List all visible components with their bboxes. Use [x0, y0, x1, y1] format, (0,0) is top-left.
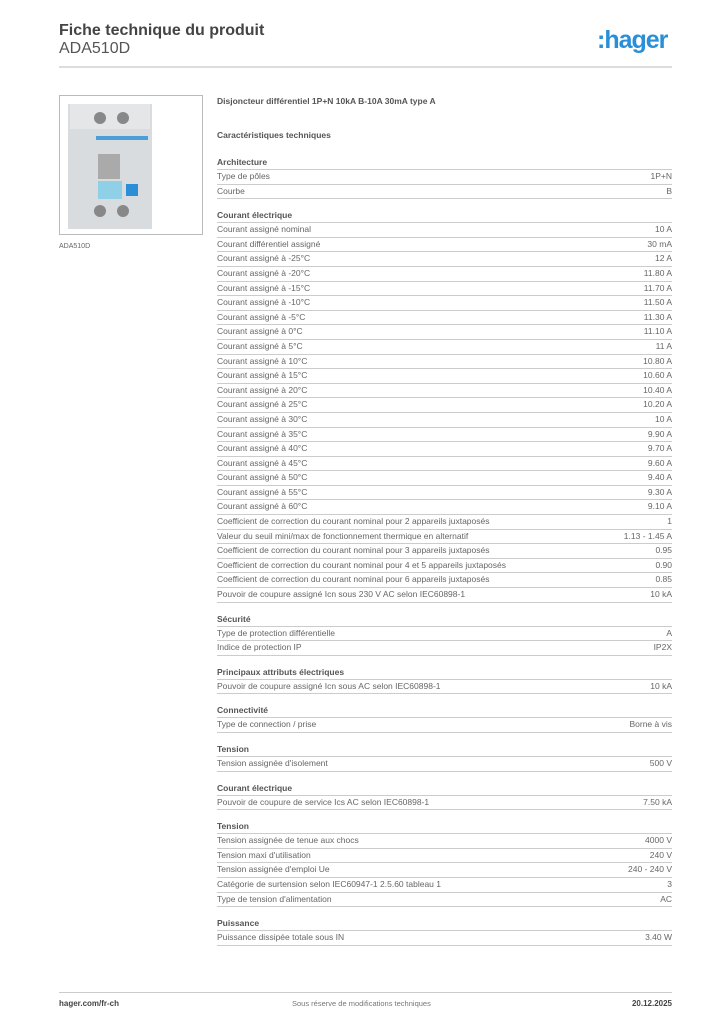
spec-value: 30 mA — [647, 238, 672, 249]
spec-row — [217, 355, 672, 370]
spec-row — [217, 296, 672, 311]
spec-label: Coefficient de correction du courant nominal pour 3 appareils juxtaposés — [217, 545, 490, 556]
spec-value: 11 A — [655, 340, 672, 351]
spec-label: Courbe — [217, 185, 245, 196]
spec-value: 9.30 A — [647, 486, 672, 497]
spec-value: 1P+N — [650, 171, 672, 181]
spec-row — [217, 530, 672, 545]
spec-value: 240 V — [649, 849, 672, 860]
spec-row — [217, 486, 672, 501]
spec-label: Type de tension d'alimentation — [217, 893, 332, 904]
spec-row — [217, 931, 672, 946]
spec-label: Courant assigné à 15°C — [217, 370, 308, 381]
spec-row — [217, 252, 672, 267]
spec-value: 11.30 A — [643, 311, 672, 322]
spec-row — [217, 834, 672, 849]
spec-label: Tension maxi d'utilisation — [217, 849, 311, 860]
spec-row — [217, 573, 672, 588]
spec-value: B — [666, 185, 672, 196]
section-heading: Courant électrique — [217, 208, 672, 223]
spec-section — [217, 703, 672, 733]
spec-value: 9.70 A — [647, 443, 672, 454]
spec-value: 10.60 A — [643, 370, 672, 381]
spec-label: Valeur du seuil mini/max de fonctionnement thermique en alternatif — [217, 530, 469, 541]
spec-row — [217, 641, 672, 656]
spec-row — [217, 515, 672, 530]
spec-row — [217, 170, 672, 185]
spec-value: 10.80 A — [643, 355, 672, 366]
section-heading: Tension — [217, 742, 672, 757]
spec-row — [217, 369, 672, 384]
product-description: Disjoncteur différentiel 1P+N 10kA B-10A 30mA type A — [217, 96, 436, 106]
spec-label: Tension assignée de tenue aux chocs — [217, 835, 359, 846]
spec-label: Courant assigné à 30°C — [217, 413, 308, 424]
spec-value: 9.40 A — [647, 472, 672, 483]
spec-value: Borne à vis — [629, 719, 672, 730]
hager-logo: :hager — [597, 26, 668, 54]
spec-row — [217, 863, 672, 878]
spec-label: Type de pôles — [217, 171, 270, 181]
spec-label: Catégorie de surtension selon IEC60947-1 2.5.60 tableau 1 — [217, 878, 441, 889]
spec-value: 10 kA — [650, 589, 672, 600]
section-heading: Architecture — [217, 155, 672, 170]
spec-row — [217, 471, 672, 486]
spec-row — [217, 442, 672, 457]
spec-label: Pouvoir de coupure de service Ics AC selon IEC60898-1 — [217, 796, 430, 807]
spec-label: Courant assigné à 40°C — [217, 443, 308, 454]
spec-label: Courant assigné à -5°C — [217, 311, 306, 322]
section-heading: Tension — [217, 819, 672, 834]
spec-value: 0.95 — [655, 545, 672, 556]
spec-row — [217, 311, 672, 326]
spec-section — [217, 612, 672, 656]
spec-value: 9.90 A — [647, 428, 672, 439]
spec-row — [217, 627, 672, 642]
spec-label: Indice de protection IP — [217, 642, 302, 653]
spec-label: Courant assigné à 55°C — [217, 486, 308, 497]
spec-label: Courant assigné à -25°C — [217, 253, 311, 264]
spec-row — [217, 340, 672, 355]
spec-section — [217, 208, 672, 602]
spec-value: 9.60 A — [647, 457, 672, 468]
spec-row — [217, 500, 672, 515]
spec-value: 10 kA — [650, 680, 672, 691]
image-caption: ADA510D — [59, 243, 91, 250]
spec-section — [217, 781, 672, 811]
spec-label: Courant assigné à 25°C — [217, 399, 308, 410]
spec-label: Courant assigné à 45°C — [217, 457, 308, 468]
footer-website[interactable]: hager.com/fr-ch — [59, 999, 120, 1008]
footer-date: 20.12.2025 — [631, 999, 672, 1008]
spec-value: 1.13 - 1.45 A — [623, 530, 672, 541]
spec-value: 10 A — [654, 224, 672, 235]
spec-row — [217, 384, 672, 399]
spec-label: Courant différentiel assigné — [217, 238, 321, 249]
spec-label: Courant assigné nominal — [217, 224, 312, 235]
spec-sections — [217, 155, 672, 955]
spec-row — [217, 267, 672, 282]
spec-section — [217, 155, 672, 199]
spec-value: 10.40 A — [643, 384, 672, 395]
spec-row — [217, 238, 672, 253]
spec-value: 10 A — [654, 413, 672, 424]
spec-row — [217, 428, 672, 443]
spec-row — [217, 796, 672, 811]
section-heading: Puissance — [217, 916, 672, 931]
spec-value: 0.90 — [655, 559, 672, 570]
spec-row — [217, 893, 672, 908]
spec-value: A — [666, 627, 672, 638]
product-image — [59, 95, 203, 235]
spec-row — [217, 282, 672, 297]
spec-row — [217, 325, 672, 340]
spec-section — [217, 916, 672, 946]
spec-row — [217, 398, 672, 413]
spec-row — [217, 457, 672, 472]
spec-label: Courant assigné à 20°C — [217, 384, 308, 395]
spec-row — [217, 757, 672, 772]
spec-row — [217, 185, 672, 200]
spec-value: 4000 V — [645, 835, 672, 846]
section-heading: Sécurité — [217, 612, 672, 627]
spec-label: Courant assigné à -15°C — [217, 282, 311, 293]
tech-heading: Caractéristiques techniques — [217, 130, 331, 140]
spec-value: 9.10 A — [647, 501, 672, 512]
spec-value: 3.40 W — [645, 932, 672, 943]
spec-value: IP2X — [653, 642, 672, 653]
header-divider — [59, 66, 672, 68]
spec-value: 3 — [667, 878, 672, 889]
spec-value: 10.20 A — [643, 399, 672, 410]
spec-value: 7.50 kA — [643, 796, 672, 807]
spec-section — [217, 819, 672, 907]
spec-label: Type de connection / prise — [217, 719, 317, 730]
spec-value: 500 V — [649, 758, 672, 768]
spec-value: 11.80 A — [643, 267, 672, 278]
spec-label: Type de protection différentielle — [217, 627, 335, 638]
section-heading: Courant électrique — [217, 781, 672, 796]
spec-value: 240 - 240 V — [628, 864, 672, 875]
spec-value: 0.85 — [655, 574, 672, 585]
spec-label: Pouvoir de coupure assigné Icn sous 230 V AC selon IEC60898-1 — [217, 589, 466, 600]
spec-label: Puissance dissipée totale sous IN — [217, 932, 345, 943]
spec-value: 11.10 A — [643, 326, 672, 337]
spec-label: Coefficient de correction du courant nominal pour 4 et 5 appareils juxtaposés — [217, 559, 507, 570]
spec-label: Tension assignée d'isolement — [217, 758, 328, 768]
spec-value: 1 — [667, 516, 672, 527]
spec-label: Coefficient de correction du courant nominal pour 6 appareils juxtaposés — [217, 574, 490, 585]
spec-row — [217, 849, 672, 864]
spec-value: 11.50 A — [643, 297, 672, 308]
spec-label: Courant assigné à 5°C — [217, 340, 303, 351]
section-heading: Principaux attributs électriques — [217, 665, 672, 680]
spec-row — [217, 544, 672, 559]
spec-row — [217, 718, 672, 733]
spec-label: Courant assigné à -10°C — [217, 297, 311, 308]
spec-value: AC — [660, 893, 672, 904]
page-title: Fiche technique du produit — [59, 22, 265, 39]
spec-value: 11.70 A — [643, 282, 672, 293]
spec-label: Courant assigné à 35°C — [217, 428, 308, 439]
spec-section — [217, 742, 672, 772]
spec-row — [217, 413, 672, 428]
spec-label: Courant assigné à 0°C — [217, 326, 303, 337]
spec-label: Coefficient de correction du courant nominal pour 2 appareils juxtaposés — [217, 516, 490, 527]
footer-divider — [59, 992, 672, 993]
spec-row — [217, 878, 672, 893]
spec-row — [217, 680, 672, 695]
product-reference: ADA510D — [59, 40, 131, 57]
spec-label: Courant assigné à 60°C — [217, 501, 308, 512]
spec-row — [217, 559, 672, 574]
spec-label: Pouvoir de coupure assigné Icn sous AC selon IEC60898-1 — [217, 680, 441, 691]
section-heading: Connectivité — [217, 703, 672, 718]
spec-row — [217, 223, 672, 238]
spec-section — [217, 665, 672, 695]
spec-label: Courant assigné à 10°C — [217, 355, 308, 366]
spec-label: Courant assigné à -20°C — [217, 267, 311, 278]
spec-value: 12 A — [654, 253, 672, 264]
spec-row — [217, 588, 672, 603]
spec-label: Tension assignée d'emploi Ue — [217, 864, 330, 875]
spec-label: Courant assigné à 50°C — [217, 472, 308, 483]
footer-disclaimer: Sous réserve de modifications techniques — [292, 999, 431, 1008]
